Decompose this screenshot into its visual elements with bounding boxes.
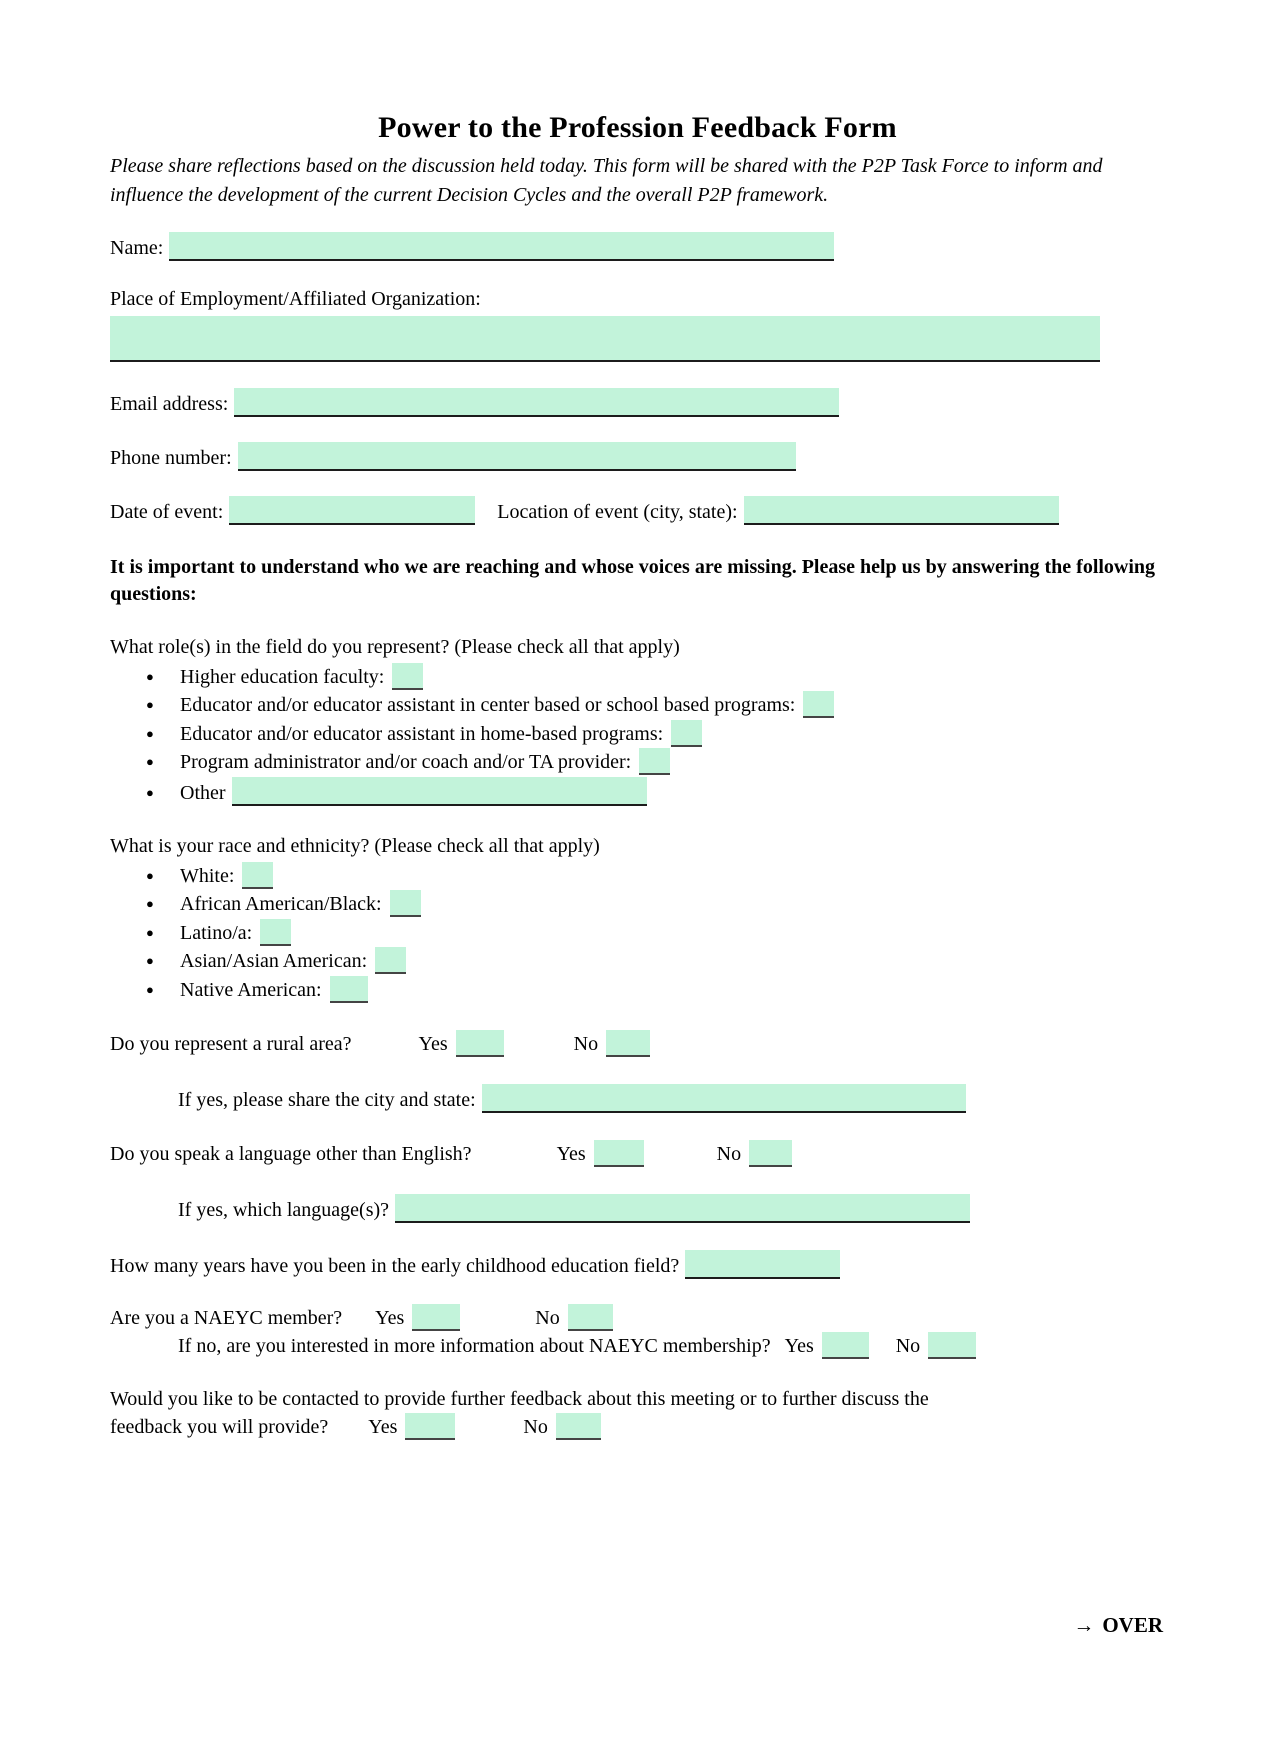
rural-followup-label: If yes, please share the city and state: [178,1089,476,1112]
list-item [146,862,1165,890]
yes-label: Yes [418,1033,448,1056]
race-options-list [110,862,1165,1004]
bullet-icon: ● [146,669,154,684]
bullet-icon: ● [146,924,154,940]
naeyc-info-yes-checkbox[interactable] [822,1332,869,1359]
rural-no-checkbox[interactable] [606,1030,650,1057]
contact-question [110,1386,1165,1441]
naeyc-yes-checkbox[interactable] [412,1304,460,1331]
race-white-checkbox[interactable] [242,862,273,889]
list-item [146,976,1165,1004]
race-african-american-checkbox[interactable] [390,890,421,917]
race-question: What is your race and ethnicity? (Please check all that apply) [110,835,600,858]
email-label: Email address: [110,393,229,415]
yes-label: Yes [368,1416,398,1439]
list-item [146,777,1165,807]
role-options-list [110,663,1165,807]
contact-question-line2-row [110,1413,1165,1441]
bullet-icon: ● [146,953,154,969]
list-item [146,663,1165,691]
no-label: No [716,1143,742,1166]
bullet-icon: ● [146,697,154,713]
over-label: OVER [1102,1613,1163,1637]
phone-row [110,442,1165,472]
race-option-label: African American/Black: [180,893,382,916]
bullet-icon: ● [146,896,154,912]
naeyc-no-checkbox[interactable] [568,1304,613,1331]
race-option-label: Latino/a: [180,921,253,944]
role-option-label: Educator and/or educator assistant in center based or school based programs: [180,694,796,717]
demographics-heading: It is important to understand who we are reaching and whose voices are missing. Please help us by answering the following questions: [110,556,1156,605]
yes-label: Yes [784,1335,814,1358]
language-question-row [110,1140,1165,1168]
employment-row [110,286,1165,313]
rural-followup-row [178,1084,1165,1114]
right-arrow-icon: → [1073,1613,1095,1637]
role-option-label: Other [180,781,226,804]
phone-label: Phone number: [110,447,232,469]
no-label: No [535,1307,560,1330]
email-input[interactable] [234,388,839,417]
yes-label: Yes [375,1307,405,1330]
list-item [146,720,1165,748]
location-input[interactable] [744,496,1059,525]
name-label: Name: [110,237,164,259]
race-option-label: Native American: [180,978,322,1001]
city-state-input[interactable] [482,1084,966,1113]
page-title: Power to the Profession Feedback Form [378,111,897,144]
bullet-icon: ● [146,725,154,741]
bullet-icon: ● [146,868,154,884]
no-label: No [523,1416,548,1439]
race-asian-checkbox[interactable] [375,947,406,974]
language-followup-label: If yes, which language(s)? [178,1199,390,1222]
intro-text: Please share reflections based on the discussion held today. This form will be shared with the P2P Task Force to inform and influence the development of the current Decision Cycles and the overall P2P framework. [110,155,1103,206]
location-label: Location of event (city, state): [497,501,738,523]
date-input[interactable] [229,496,475,525]
race-latino-checkbox[interactable] [260,919,291,946]
years-input[interactable] [685,1250,840,1279]
role-higher-ed-checkbox[interactable] [392,663,423,690]
naeyc-followup-row [178,1332,1165,1360]
no-label: No [895,1335,921,1358]
naeyc-info-no-checkbox[interactable] [928,1332,976,1359]
naeyc-question: Are you a NAEYC member? [110,1307,343,1330]
employment-label: Place of Employment/Affiliated Organization: [110,288,481,310]
yes-label: Yes [556,1143,586,1166]
language-question: Do you speak a language other than English? [110,1143,472,1166]
role-question: What role(s) in the field do you represent? (Please check all that apply) [110,636,680,658]
list-item [146,919,1165,947]
language-followup-row [178,1194,1165,1224]
contact-question-line2: feedback you will provide? [110,1416,329,1439]
over-indicator [1073,1612,1163,1639]
role-other-input[interactable] [232,777,647,806]
role-option-label: Program administrator and/or coach and/or TA provider: [180,751,632,774]
language-no-checkbox[interactable] [749,1140,792,1167]
bullet-icon: ● [146,981,154,997]
list-item [146,748,1165,776]
role-admin-coach-checkbox[interactable] [639,748,670,775]
no-label: No [573,1033,599,1056]
name-row [110,232,1165,262]
date-label: Date of event: [110,501,224,523]
years-row [110,1250,1165,1280]
languages-input[interactable] [395,1194,970,1223]
list-item [146,947,1165,975]
bullet-icon: ● [146,754,154,770]
rural-question-row [110,1030,1165,1058]
email-row [110,388,1165,418]
contact-yes-checkbox[interactable] [405,1413,455,1440]
race-native-american-checkbox[interactable] [330,976,368,1003]
phone-input[interactable] [238,442,796,471]
list-item [146,890,1165,918]
role-home-based-checkbox[interactable] [671,720,702,747]
race-option-label: White: [180,865,235,888]
language-yes-checkbox[interactable] [594,1140,644,1167]
feedback-form-page [0,110,1275,1759]
date-location-row [110,496,1165,526]
contact-no-checkbox[interactable] [556,1413,601,1440]
role-option-label: Educator and/or educator assistant in home-based programs: [180,722,664,745]
list-item [146,691,1165,719]
employment-input[interactable] [110,316,1100,362]
naeyc-followup-question: If no, are you interested in more information about NAEYC membership? [178,1335,771,1358]
years-question: How many years have you been in the early childhood education field? [110,1255,680,1278]
race-option-label: Asian/Asian American: [180,950,368,973]
rural-yes-checkbox[interactable] [456,1030,504,1057]
role-center-school-checkbox[interactable] [803,691,834,718]
name-input[interactable] [169,232,834,261]
role-option-label: Higher education faculty: [180,666,385,688]
rural-question: Do you represent a rural area? [110,1033,352,1056]
bullet-icon: ● [146,784,154,800]
naeyc-question-row [110,1304,1165,1332]
contact-question-line1: Would you like to be contacted to provide further feedback about this meeting or to further discuss the [110,1388,929,1411]
